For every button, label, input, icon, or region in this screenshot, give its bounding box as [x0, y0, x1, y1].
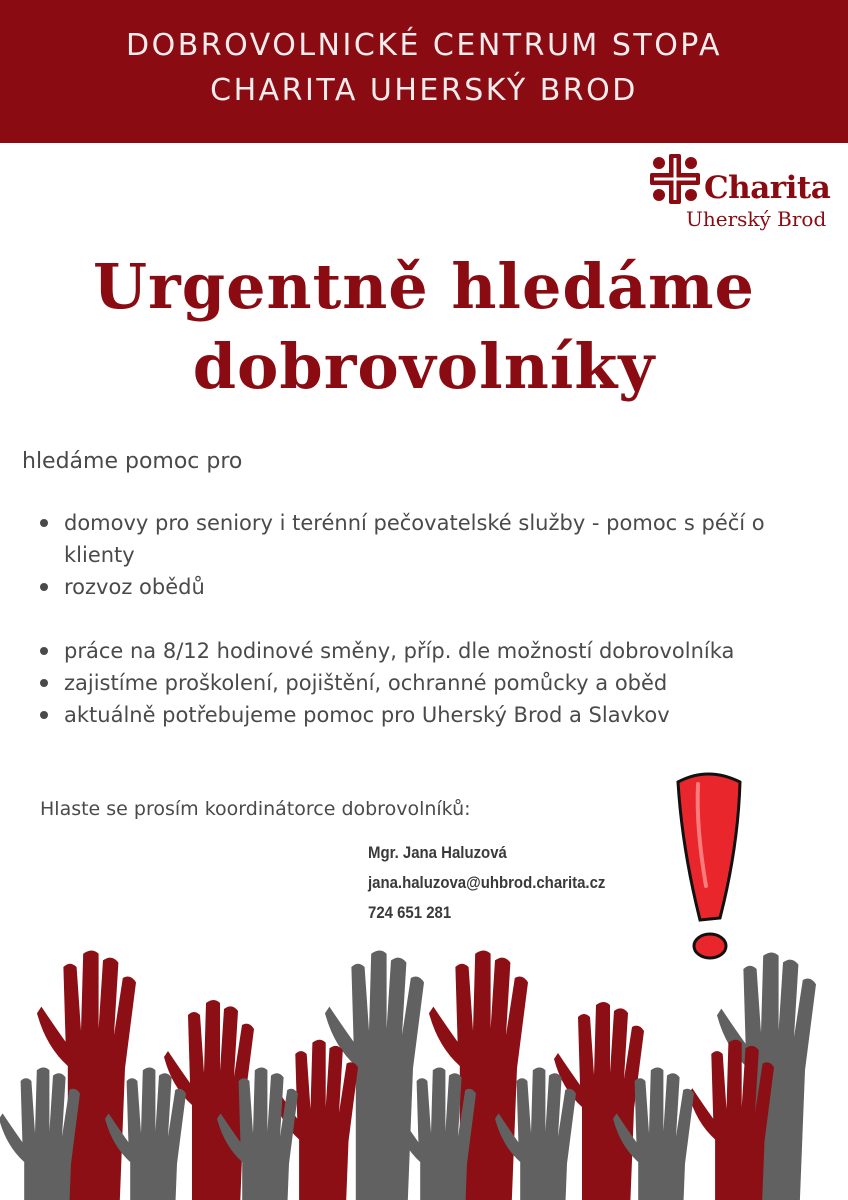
- header-banner: [0, 0, 848, 143]
- charita-logo: [648, 152, 831, 238]
- list-item: domovy pro seniory i terénní pečovatelské služby - pomoc s péčí o klienty: [38, 507, 818, 571]
- help-areas-list: [38, 507, 818, 603]
- list-item: rozvoz obědů: [38, 571, 818, 603]
- contact-name: Mgr. Jana Haluzová: [368, 843, 507, 862]
- list-item: zajistíme proškolení, pojištění, ochranné pomůcky a oběd: [38, 667, 818, 699]
- contact-phone[interactable]: 724 651 281: [368, 903, 452, 922]
- raised-hands-illustration: [0, 935, 848, 1200]
- contact-email[interactable]: jana.haluzova@uhbrod.charita.cz: [368, 873, 606, 892]
- conditions-list: [38, 635, 818, 731]
- intro-text: hledáme pomoc pro: [22, 449, 243, 474]
- call-to-action: Hlaste se prosím koordinátorce dobrovolníků:: [40, 798, 471, 820]
- header-line-1: DOBROVOLNICKÉ CENTRUM STOPA: [125, 28, 722, 63]
- headline-line-2: dobrovolníky: [192, 330, 656, 403]
- header-line-2: CHARITA UHERSKÝ BROD: [210, 73, 638, 108]
- headline-line-1: Urgentně hledáme: [92, 250, 755, 323]
- list-item: práce na 8/12 hodinové směny, příp. dle možností dobrovolníka: [38, 635, 818, 667]
- charita-cross-icon: [648, 152, 702, 206]
- list-item: aktuálně potřebujeme pomoc pro Uherský Brod a Slavkov: [38, 699, 818, 731]
- logo-location: Uherský Brod: [686, 207, 827, 231]
- logo-wordmark: Charita: [704, 170, 831, 206]
